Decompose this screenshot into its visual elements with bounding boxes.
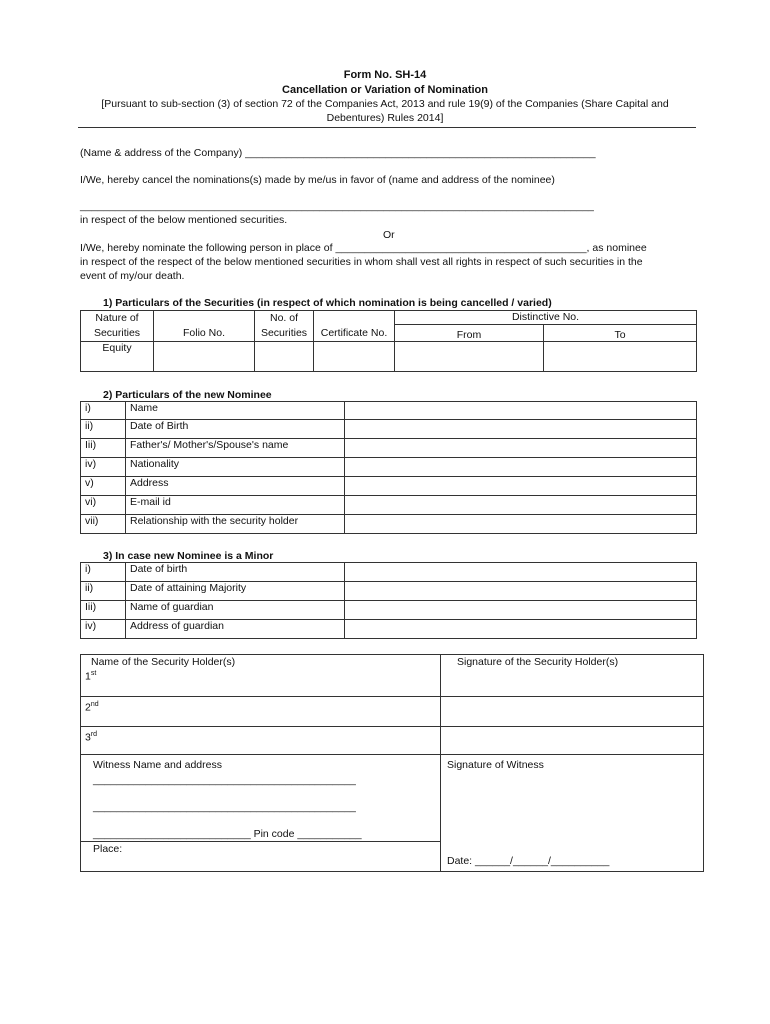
form-title: Cancellation or Variation of Nomination [282,84,488,96]
nominee-nationality-field[interactable] [345,458,697,477]
cell-folio-no[interactable] [154,342,255,372]
minor-row-label: Name of guardian [126,601,345,620]
cell-no-of-securities[interactable] [255,342,314,372]
holder-2-sup: nd [90,701,99,708]
nominee-row-num: ii) [81,420,126,439]
header-nature-line-2: Securities [93,327,141,339]
nominate-statement-line-1: I/We, hereby nominate the following person in place of ___________________________________________, as nominee [80,242,647,254]
minor-nominee-table [80,562,697,639]
witness-address-line-2: _____________________________________________ [93,801,356,813]
minor-row-label: Date of attaining Majority [126,582,345,601]
witness-signature-cell[interactable] [441,755,704,872]
section-3-heading: 3) In case new Nominee is a Minor [103,550,274,562]
form-number: Form No. SH-14 [343,69,427,81]
holder-2-num: 2 [85,701,91,714]
nominee-row-label: E-mail id [126,496,345,515]
minor-majority-date-field[interactable] [345,582,697,601]
holder-3-num: 3 [85,731,91,744]
holder-3-name-cell[interactable] [81,727,441,755]
place-label: Place: [93,843,123,855]
date-field: Date: ______/______/__________ [447,855,610,867]
section-1-heading: 1) Particulars of the Securities (in respect of which nomination is being cancelled / varied) [103,297,552,309]
nominee-row-num: iv) [81,458,126,477]
nominate-statement-line-2: in respect of the respect of the below mentioned securities in whom shall vest all rights in respect of such securities in the [80,256,643,268]
holder-1-label [85,670,436,683]
nominee-row-num: vi) [81,496,126,515]
witness-address-line-1: _____________________________________________ [93,774,356,786]
nominee-row-num: Iii) [81,439,126,458]
cell-nature-equity [81,342,154,372]
company-name-line: (Name & address of the Company) ____________________________________________________________ [80,147,596,159]
nominee-row-label: Name [126,402,345,420]
witness-address-cell[interactable] [81,755,441,842]
header-from-label: From [456,329,482,341]
nominee-row-label: Relationship with the security holder [126,515,345,534]
minor-row-label: Date of birth [126,563,345,582]
minor-guardian-name-field[interactable] [345,601,697,620]
header-certificate-no [314,311,395,342]
cell-certificate-no[interactable] [314,342,395,372]
holder-signature-header: Signature of the Security Holder(s) [457,656,619,668]
holder-2-signature-cell[interactable] [441,697,704,727]
nominee-row-num: vii) [81,515,126,534]
minor-row-num: Iii) [81,601,126,620]
header-nature-of-securities [81,311,154,342]
holder-2-name-cell[interactable] [81,697,441,727]
nominee-row-num: v) [81,477,126,496]
minor-row-num: i) [81,563,126,582]
holder-3-sup: rd [90,731,98,738]
cell-distinctive-from[interactable] [395,342,544,372]
header-folio-no [154,311,255,342]
header-distinctive-label: Distinctive No. [511,311,580,323]
nominee-row-label: Date of Birth [126,420,345,439]
header-to [544,325,697,342]
holder-3-signature-cell[interactable] [441,727,704,755]
nominee-relationship-field[interactable] [345,515,697,534]
form-subtitle-line-2: Debentures) Rules 2014] [326,112,444,124]
signatures-table [80,654,704,872]
header-to-label: To [614,329,626,341]
nominee-name-field[interactable] [345,402,697,420]
header-folio-label: Folio No. [182,327,225,339]
nominee-email-field[interactable] [345,496,697,515]
or-separator: Or [383,229,395,241]
header-from [395,325,544,342]
minor-guardian-address-field[interactable] [345,620,697,639]
witness-signature-label: Signature of Witness [447,759,544,771]
header-rule [78,127,696,128]
header-certificate-label: Certificate No. [320,327,388,339]
witness-label: Witness Name and address [93,759,222,771]
witness-pin-code-line: ___________________________ Pin code ___________ [93,828,362,840]
header-no-line-1: No. of [269,312,298,324]
holder-1-num: 1 [85,670,91,683]
nature-equity-value: Equity [102,342,132,354]
minor-row-num: iv) [81,620,126,639]
header-no-of-securities [255,311,314,342]
nominee-address-field[interactable] [345,477,697,496]
new-nominee-table [80,401,697,534]
header-nature-line-1: Nature of [95,312,139,324]
securities-table [80,310,697,372]
respect-of-securities-line: in respect of the below mentioned securities. [80,214,288,226]
place-cell[interactable] [81,842,441,872]
holder-name-header: Name of the Security Holder(s) [91,656,236,668]
holder-1-signature-cell[interactable] [441,655,704,697]
header-distinctive-no [395,311,697,325]
nominee-row-num: i) [81,402,126,420]
nominee-parent-spouse-field[interactable] [345,439,697,458]
cancel-nomination-statement: I/We, hereby cancel the nominations(s) made by me/us in favor of (name and address of the nominee) [80,174,555,186]
form-subtitle-line-1: [Pursuant to sub-section (3) of section 72 of the Companies Act, 2013 and rule 19(9) of the Companies (Share Capital and [101,98,669,110]
minor-dob-field[interactable] [345,563,697,582]
holder-1-sup: st [90,670,97,677]
minor-row-label: Address of guardian [126,620,345,639]
cell-distinctive-to[interactable] [544,342,697,372]
nominee-row-label: Father's/ Mother's/Spouse's name [126,439,345,458]
nominate-statement-line-3: event of my/our death. [80,270,185,282]
nominee-row-label: Nationality [126,458,345,477]
minor-row-num: ii) [81,582,126,601]
header-no-line-2: Securities [260,327,308,339]
nominee-dob-field[interactable] [345,420,697,439]
nominee-blank-line: ________________________________________________________________________________________ [80,200,594,212]
nominee-row-label: Address [126,477,345,496]
holder-1-name-cell[interactable] [81,655,441,697]
section-2-heading: 2) Particulars of the new Nominee [103,389,272,401]
